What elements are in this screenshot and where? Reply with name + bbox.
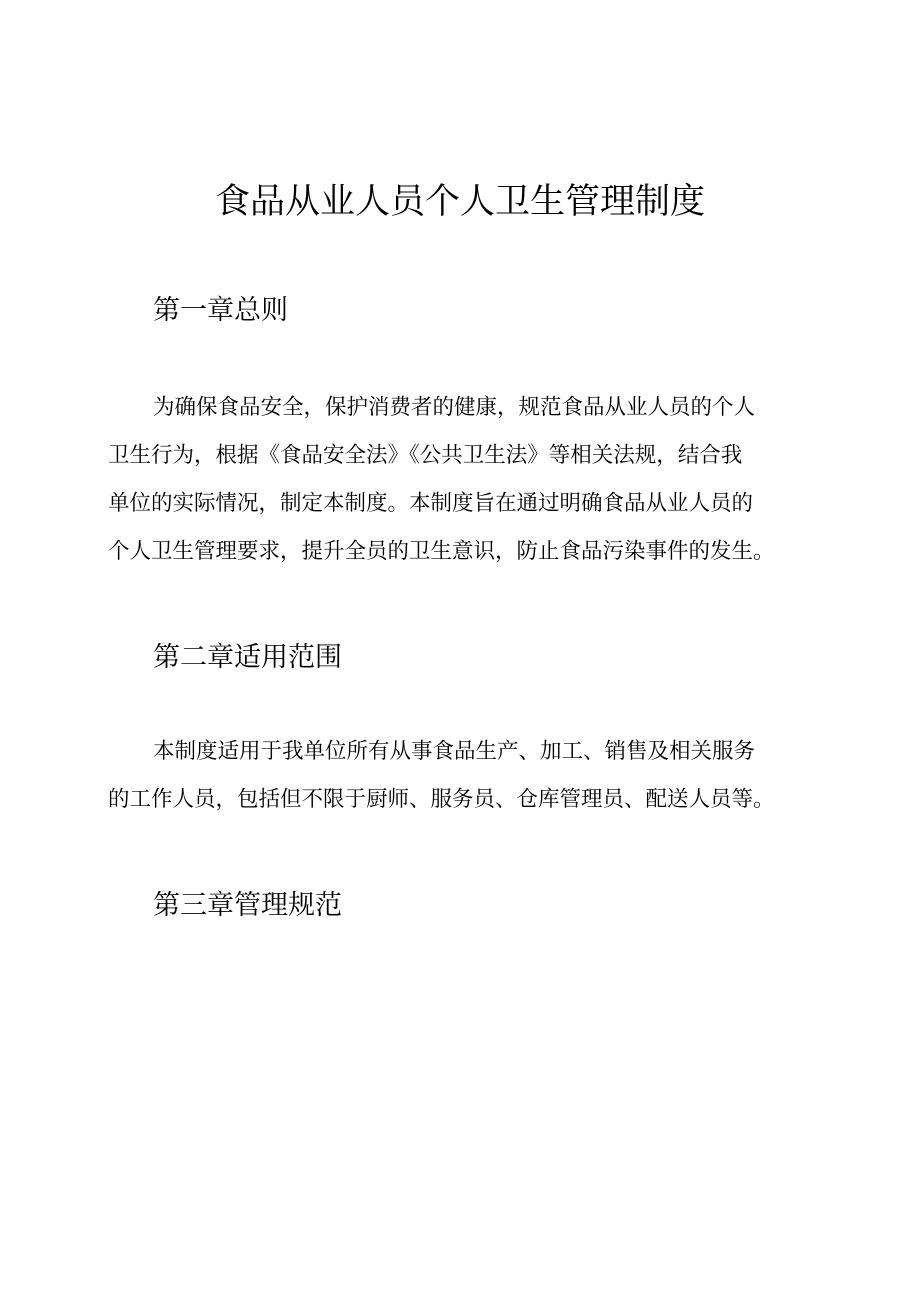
chapter-1-line-2: 卫生行为，根据《食品安全法》《公共卫生法》等相关法规，结合我 [108,443,743,468]
chapter-1-line-3: 单位的实际情况，制定本制度。本制度旨在通过明确食品从业人员的 [108,491,754,516]
chapter-1-heading: 第一章总则 [153,295,288,326]
chapter-3-heading: 第三章管理规范 [153,890,342,921]
chapter-2-line-2: 的工作人员，包括但不限于厨师、服务员、仓库管理员、配送人员等。 [108,787,775,812]
chapter-2-heading: 第二章适用范围 [153,642,342,673]
chapter-1-line-4: 个人卫生管理要求，提升全员的卫生意识，防止食品污染事件的发生。 [108,539,775,564]
chapter-1-line-1: 为确保食品安全，保护消费者的健康，规范食品从业人员的个人 [153,395,756,420]
document-title: 食品从业人员个人卫生管理制度 [214,182,705,222]
chapter-2-line-1: 本制度适用于我单位所有从事食品生产、加工、销售及相关服务 [153,739,756,764]
